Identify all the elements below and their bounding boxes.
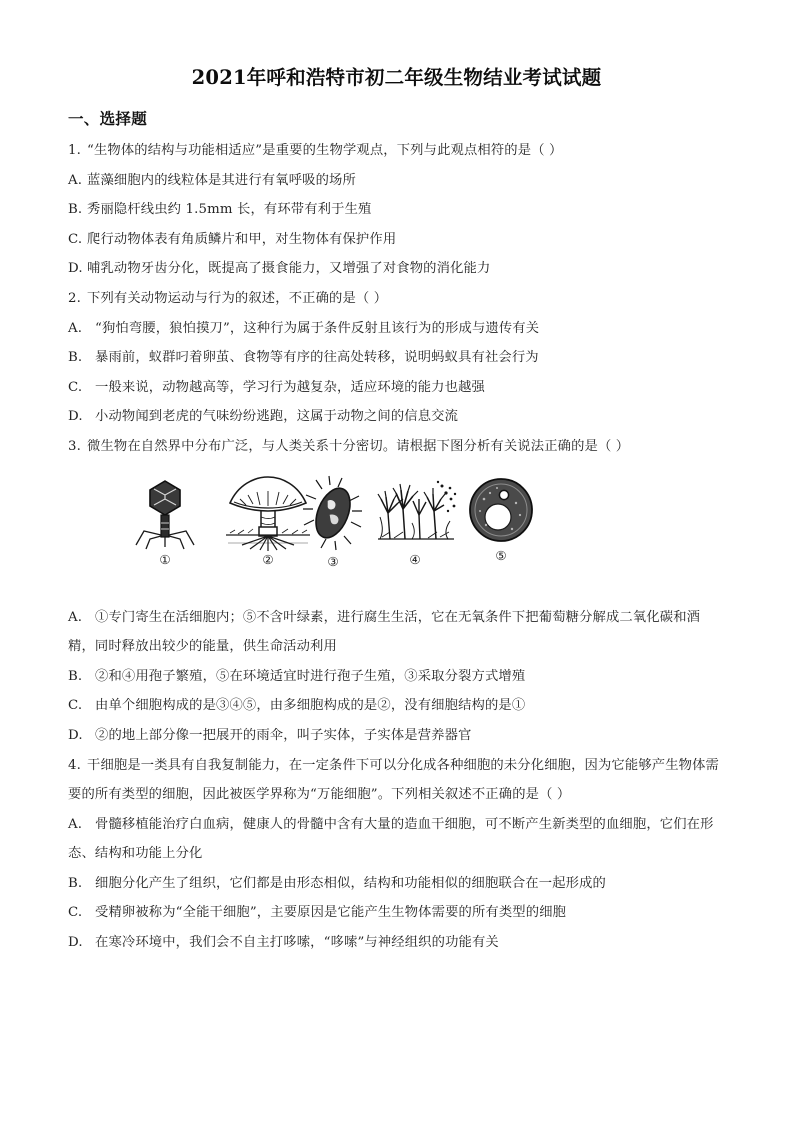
figure-caption: ③ xyxy=(327,553,339,569)
option-text: 哺乳动物牙齿分化，既提高了摄食能力，又增强了对食物的消化能力 xyxy=(87,261,491,277)
option-label: B. xyxy=(68,350,83,366)
option-text: ①专门寄生在活细胞内；⑤不含叶绿素，进行腐生生活，它在无氧条件下把葡萄糖分解成二氧化碳和酒精，同时释放出较少的能量，供生命活动利用 xyxy=(68,609,701,655)
option-text: 由单个细胞构成的是③④⑤，由多细胞构成的是②，没有细胞结构的是① xyxy=(95,698,526,714)
yeast-cell-icon xyxy=(464,473,538,547)
question-number: 2. xyxy=(68,290,81,306)
option-label: D. xyxy=(68,261,83,277)
section-heading: 一、选择题 xyxy=(68,109,148,128)
option-text: “狗怕弯腰，狼怕摸刀”，这种行为属于条件反射且该行为的形成与遗传有关 xyxy=(95,320,540,336)
figure-spacer xyxy=(68,575,724,603)
question-number: 1. xyxy=(68,143,81,158)
option-text: 骨髓移植能治疗白血病，健康人的骨髓中含有大量的造血干细胞，可不断产生新类型的血细胞，它们在形态、结构和功能上分化 xyxy=(68,816,714,862)
option-row[interactable] xyxy=(68,254,724,284)
option-text: 小动物闻到老虎的气味纷纷逃跑，这属于动物之间的信息交流 xyxy=(95,409,459,425)
option-label: B. xyxy=(68,668,83,684)
option-label: A. xyxy=(68,609,83,625)
option-row[interactable] xyxy=(68,721,724,751)
option-text: 细胞分化产生了组织，它们都是由形态相似，结构和功能相似的细胞联合在一起形成的 xyxy=(95,875,606,891)
question-stem xyxy=(68,136,724,166)
option-row[interactable] xyxy=(68,166,724,196)
option-label: C. xyxy=(68,379,83,395)
figure-item xyxy=(372,473,458,567)
option-row[interactable] xyxy=(68,662,724,692)
option-row[interactable] xyxy=(68,691,724,721)
question-block xyxy=(68,751,724,958)
question-stem-text: 微生物在自然界中分布广泛，与人类关系十分密切。请根据下图分析有关说法正确的是（ ） xyxy=(87,438,630,454)
option-text: ②和④用孢子繁殖，⑤在环境适宜时进行孢子生殖，③采取分裂方式增殖 xyxy=(95,668,526,684)
option-label: D. xyxy=(68,727,83,743)
bacteriophage-icon xyxy=(130,473,200,551)
option-row[interactable] xyxy=(68,810,724,869)
question-block xyxy=(68,136,724,284)
option-text: 在寒冷环境中，我们会不自主打哆嗦，“哆嗦”与神经组织的功能有关 xyxy=(95,935,499,951)
figure-caption: ⑤ xyxy=(495,547,507,563)
option-label: C. xyxy=(68,905,83,921)
option-label: A. xyxy=(68,816,83,832)
question-stem-text: “生物体的结构与功能相适应”是重要的生物学观点，下列与此观点相符的是（ ） xyxy=(87,143,563,158)
option-label: C. xyxy=(68,698,83,714)
option-text: ②的地上部分像一把展开的雨伞，叫子实体，子实体是营养器官 xyxy=(95,727,472,743)
option-label: D. xyxy=(68,409,83,425)
option-label: A. xyxy=(68,172,83,188)
mold-fungi-icon xyxy=(372,473,458,551)
option-row[interactable] xyxy=(68,195,724,225)
option-row[interactable] xyxy=(68,603,724,662)
figure-item xyxy=(302,473,364,569)
question-number: 4. xyxy=(68,757,81,773)
figure-caption: ② xyxy=(262,551,274,567)
option-text: 一般来说，动物越高等，学习行为越复杂，适应环境的能力也越强 xyxy=(95,379,485,395)
option-label: B. xyxy=(68,202,83,218)
page-title: 2021年呼和浩特市初二年级生物结业考试试题 xyxy=(191,66,602,89)
question-block xyxy=(68,432,724,751)
option-label: A. xyxy=(68,320,83,336)
question-number: 3. xyxy=(68,438,81,454)
option-text: 秀丽隐杆线虫约 1.5mm 长，有环带有利于生殖 xyxy=(87,202,372,218)
option-label: D. xyxy=(68,935,83,951)
figure-caption: ① xyxy=(159,551,171,567)
question-stem xyxy=(68,751,724,810)
option-row[interactable] xyxy=(68,225,724,255)
option-row[interactable] xyxy=(68,373,724,403)
question-stem-text: 干细胞是一类具有自我复制能力，在一定条件下可以分化成各种细胞的未分化细胞，因为它能够产生物体需要的所有类型的细胞，因此被医学界称为“万能细胞”。下列相关叙述不正确的是（ ） xyxy=(68,757,720,803)
option-row[interactable] xyxy=(68,343,724,373)
figure-caption: ④ xyxy=(409,551,421,567)
question-stem xyxy=(68,284,724,314)
option-row[interactable] xyxy=(68,898,724,928)
question-stem-text: 下列有关动物运动与行为的叙述，不正确的是（ ） xyxy=(87,290,388,306)
option-text: 爬行动物体表有角质鳞片和甲，对生物体有保护作用 xyxy=(87,231,397,247)
question-block xyxy=(68,284,724,432)
questions-container xyxy=(68,136,724,958)
option-row[interactable] xyxy=(68,402,724,432)
question-stem xyxy=(68,432,724,462)
microorganism-diagram xyxy=(68,473,724,573)
option-text: 受精卵被称为“全能干细胞”，主要原因是它能产生生物体需要的所有类型的细胞 xyxy=(95,905,567,921)
figure-item xyxy=(464,473,538,563)
option-row[interactable] xyxy=(68,869,724,899)
option-label: B. xyxy=(68,875,83,891)
figure-item xyxy=(130,473,200,567)
option-row[interactable] xyxy=(68,928,724,958)
option-text: 暴雨前，蚁群叼着卵茧、食物等有序的往高处转移，说明蚂蚁具有社会行为 xyxy=(95,350,539,366)
option-label: C. xyxy=(68,231,83,247)
option-text: 蓝藻细胞内的线粒体是其进行有氧呼吸的场所 xyxy=(87,172,356,188)
bacterium-icon xyxy=(302,473,364,553)
option-row[interactable] xyxy=(68,314,724,344)
